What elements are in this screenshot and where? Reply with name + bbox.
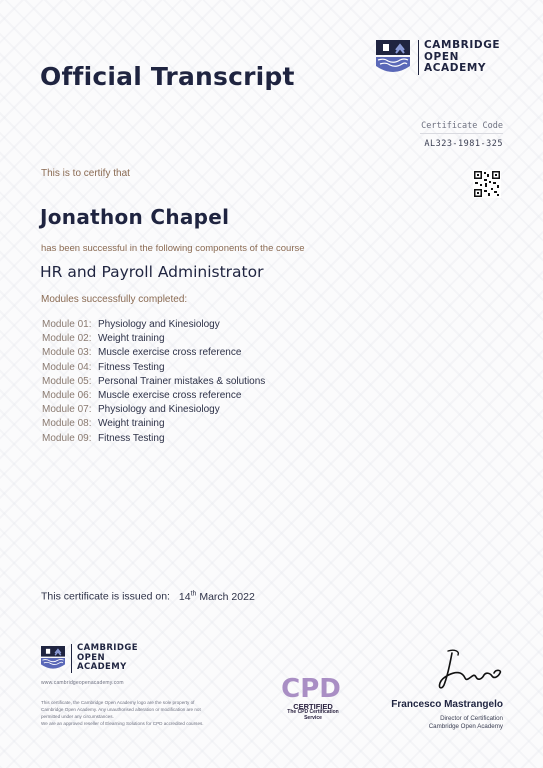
list-item: [42, 346, 265, 360]
issue-date-value: 14th March 2022: [178, 590, 255, 603]
module-number: Module 04:: [42, 361, 92, 373]
academy-crest-icon: [41, 646, 65, 670]
cpd-logo: CPD: [281, 674, 341, 704]
module-number: Module 06:: [42, 390, 92, 402]
disclaimer: This certificate, the Cambridge Open Academy logo are the sole property of Cambridge Open Academy. Any unauthorised alteration or modification are not permitted under any circumstances. We are an approved reseller of Elearning Solutions for CPD accredited courses.: [41, 700, 204, 726]
cpd-certified-label: CERTIFIED: [293, 702, 333, 711]
module-name: Muscle exercise cross reference: [98, 347, 242, 359]
list-item: [42, 432, 265, 446]
list-item: [42, 361, 265, 375]
list-item: [42, 332, 265, 346]
module-number: Module 09:: [42, 432, 92, 444]
signer-name: Francesco Mastrangelo: [391, 699, 503, 710]
signer-block: [391, 699, 503, 731]
module-name: Weight training: [98, 333, 165, 345]
brand-logo-bottom: [41, 644, 138, 673]
module-number: Module 02:: [42, 333, 92, 345]
module-name: Fitness Testing: [98, 432, 165, 444]
module-number: Module 08:: [42, 418, 92, 430]
success-statement: has been successful in the following components of the course: [41, 243, 305, 254]
module-name: Fitness Testing: [98, 361, 165, 373]
list-item: [42, 417, 265, 431]
certificate-code-label: Certificate Code: [421, 121, 503, 131]
module-number: Module 07:: [42, 404, 92, 416]
recipient-name: Jonathon Chapel: [40, 205, 230, 229]
website-link[interactable]: www.cambridgeopenacademy.com: [41, 680, 124, 686]
module-number: Module 05:: [42, 375, 92, 387]
modules-list: [42, 318, 265, 446]
module-number: Module 03:: [42, 347, 92, 359]
page-title: Official Transcript: [40, 62, 295, 91]
academy-crest-icon: [376, 40, 410, 74]
signature-icon: [430, 645, 510, 695]
signer-role: Director of Certification Cambridge Open Academy: [428, 715, 503, 730]
issue-date: [41, 590, 255, 603]
module-name: Weight training: [98, 418, 165, 430]
course-title: HR and Payroll Administrator: [40, 263, 264, 281]
module-name: Physiology and Kinesiology: [98, 319, 220, 330]
cpd-certified-badge: [278, 676, 348, 728]
module-name: Physiology and Kinesiology: [98, 404, 220, 416]
qr-code-icon[interactable]: [473, 170, 501, 198]
certify-intro: This is to certify that: [41, 168, 130, 179]
module-number: Module 01:: [42, 319, 92, 330]
brand-wordmark: CAMBRIDGE OPEN ACADEMY: [418, 40, 500, 75]
list-item: [42, 389, 265, 403]
module-name: Muscle exercise cross reference: [98, 390, 242, 402]
cpd-service-label: The CPD Certification Service: [287, 709, 339, 721]
certificate-code: AL323-1981-325: [424, 139, 503, 149]
modules-heading: Modules successfully completed:: [41, 294, 188, 305]
list-item: [42, 318, 265, 332]
module-name: Personal Trainer mistakes & solutions: [98, 375, 266, 387]
brand-wordmark: CAMBRIDGE OPEN ACADEMY: [71, 644, 138, 673]
list-item: [42, 403, 265, 417]
brand-logo-top: [376, 40, 500, 75]
issue-date-label: This certificate is issued on:: [41, 590, 170, 603]
list-item: [42, 375, 265, 389]
divider: [420, 133, 503, 134]
